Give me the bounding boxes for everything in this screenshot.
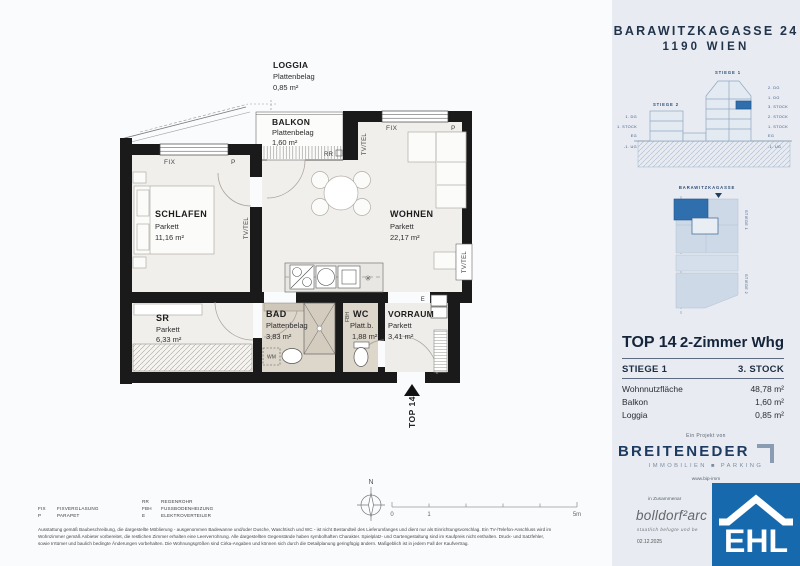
svg-text:TV/TEL: TV/TEL [244, 216, 250, 240]
legend-abbr: FBH [142, 506, 152, 511]
svg-text:WC: WC [353, 309, 369, 319]
ehl-logo-text: EHL [724, 523, 788, 559]
unit-type: 2-Zimmer Whg [679, 334, 784, 351]
legend-abbr: P [38, 513, 42, 518]
svg-text:Plattenbelag: Plattenbelag [273, 72, 315, 81]
cooperation-note: in Zusammenar [648, 497, 682, 502]
wohnen-window [382, 111, 448, 122]
north-compass [357, 479, 385, 521]
area-value: 0,85 m² [755, 410, 784, 420]
svg-text:SCHLAFEN: SCHLAFEN [155, 209, 208, 219]
legend-term: FUSSBODENHEIZUNG [161, 506, 214, 511]
svg-text:0,85 m²: 0,85 m² [273, 83, 299, 92]
svg-text:TV/TEL: TV/TEL [462, 250, 468, 274]
site-stiege2-label: STIEGE 2 [744, 274, 749, 294]
area-label: Loggia [622, 410, 648, 420]
svg-text:1: 1 [427, 512, 431, 518]
svg-text:1. DG: 1. DG [768, 95, 780, 100]
branding-block [612, 0, 800, 566]
kitchen-cooktop [316, 266, 336, 288]
legend-abbr: FIX [38, 506, 46, 511]
breiteneder-website: www.bip-imm [691, 477, 721, 482]
svg-text:Platt.b.: Platt.b. [350, 321, 374, 330]
svg-text:Plattenbelag: Plattenbelag [266, 321, 308, 330]
svg-text:VORRAUM: VORRAUM [388, 309, 435, 319]
svg-text:-1. UG: -1. UG [768, 144, 782, 149]
legend-term: REGENROHR [161, 499, 193, 504]
kitchen [285, 263, 383, 292]
scale-bar [390, 502, 581, 518]
fridge-symbol: ✳ [364, 274, 372, 283]
legend-term: PARAPET [57, 513, 80, 518]
side-table [434, 252, 456, 269]
legend-term: ELEKTROVERTEILER [161, 513, 212, 518]
plan-date: 02.12.2025 [637, 539, 663, 545]
project-note: Ein Projekt von [686, 433, 726, 439]
svg-text:LOGGIA: LOGGIA [273, 60, 309, 70]
svg-text:6,33 m²: 6,33 m² [156, 335, 182, 344]
svg-text:11,16 m²: 11,16 m² [155, 233, 185, 242]
breiteneder-subtitle: IMMOBILIEN ■ PARKING [648, 463, 764, 469]
svg-text:1. STOCK: 1. STOCK [768, 124, 789, 129]
ehl-logo [712, 483, 800, 566]
entrance-arrow [404, 384, 420, 396]
legend-term: FIXVERGLASUNG [57, 506, 99, 511]
e-box-1 [431, 295, 447, 306]
legal-disclaimer [38, 526, 600, 547]
area-value: 48,78 m² [750, 384, 784, 394]
legal-line: Wohnzimmer gemäß Anbieter vorbereitet, die restlichen Zimmer erhalten eine Leerverrohrung. Alle dargestellten Gegenstände haben symbolhaften Charakter. Spielplatz- und Gartengestaltung sind im Kaufpreis nicht enthalten. Druck- und Satzfehler, [38, 534, 545, 539]
breiteneder-bracket-icon [757, 444, 774, 463]
svg-text:Parkett: Parkett [156, 325, 180, 334]
svg-text:TV/TEL: TV/TEL [362, 132, 368, 156]
svg-text:EG: EG [768, 133, 775, 138]
svg-text:SR: SR [156, 313, 170, 323]
loggia-construction-lines [121, 100, 276, 146]
svg-text:-1. UG: -1. UG [623, 144, 637, 149]
svg-text:3. STOCK: 3. STOCK [768, 104, 789, 109]
entrance-top-label: TOP 14 [407, 396, 417, 428]
svg-text:1. STOCK: 1. STOCK [616, 124, 637, 129]
project-address-line2: 1190 WIEN [662, 41, 750, 53]
svg-text:RR: RR [324, 152, 334, 158]
svg-text:EG: EG [630, 133, 637, 138]
svg-text:2. DG: 2. DG [768, 85, 780, 90]
washbasin [282, 349, 302, 364]
svg-text:Plattenbelag: Plattenbelag [272, 128, 314, 137]
legal-line: sowie Irrtümer und baulich bedingte Änderungen vorbehalten. Die Wohnungsgrößen sind Cirka-Angaben und können sich durch die Detailplanung geringfügig ändern. Maßgeblich ist in jedem Fall der Kaufvertrag. [38, 541, 469, 546]
svg-text:BALKON: BALKON [272, 117, 311, 127]
street-label: BARAWITZKAGASSE [678, 185, 736, 190]
area-label: Balkon [622, 397, 648, 407]
svg-text:FIX: FIX [164, 159, 176, 166]
svg-text:BAD: BAD [266, 309, 287, 319]
bed [133, 172, 214, 268]
shower [304, 303, 335, 354]
legend-abbr: E [142, 513, 146, 518]
svg-text:1. DG: 1. DG [625, 114, 637, 119]
unit-number: TOP 14 [622, 334, 677, 351]
area-label: Wohnnutzfläche [622, 384, 683, 394]
toilet [354, 342, 369, 367]
svg-text:0: 0 [390, 512, 394, 518]
svg-text:1,60 m²: 1,60 m² [272, 138, 298, 147]
svg-text:FIX: FIX [386, 125, 398, 132]
kitchen-sink [290, 265, 314, 289]
breiteneder-logo: BREITENEDER [618, 443, 750, 460]
svg-text:3,83 m²: 3,83 m² [266, 332, 292, 341]
legend-abbr: RR [142, 499, 150, 504]
north-label: N [368, 479, 374, 486]
svg-text:FBH: FBH [345, 312, 351, 322]
unit-floor: 3. STOCK [737, 364, 784, 375]
loggia-label [273, 60, 315, 92]
svg-text:WOHNEN: WOHNEN [390, 209, 434, 219]
kitchen-oven [338, 266, 360, 288]
svg-text:Parkett: Parkett [390, 222, 414, 231]
tv-niche [456, 244, 472, 280]
area-value: 1,60 m² [755, 397, 784, 407]
entrance-marker [404, 384, 420, 428]
bolldorf-subtitle: staatlich befugte und be [637, 527, 699, 532]
section-stiege2-label: STIEGE 2 [652, 102, 680, 107]
svg-text:5m: 5m [572, 512, 582, 518]
svg-text:2. STOCK: 2. STOCK [768, 114, 789, 119]
section-stiege1-label: STIEGE 1 [714, 70, 742, 75]
project-address-line1: BARAWITZKAGASSE 24 [613, 24, 799, 38]
svg-text:Parkett: Parkett [388, 321, 412, 330]
svg-text:P: P [231, 159, 236, 166]
site-stiege1-label: STIEGE 1 [744, 210, 749, 230]
svg-text:3,41 m²: 3,41 m² [388, 332, 414, 341]
unit-stiege: STIEGE 1 [622, 364, 668, 375]
svg-text:22,17 m²: 22,17 m² [390, 233, 420, 242]
svg-text:WM: WM [267, 354, 276, 361]
legal-line: Ausstattung gemäß Baubeschreibung, die dargestellte Möblierung - ausgenommen Badewanne und/oder Dusche, Waschtisch und WC - ist nicht Bestandteil des Lieferumfanges und dient nur als Einrichtungsvorschlag. Ein TV-/Telefon-Anschluss wird im [38, 527, 552, 532]
svg-text:P: P [451, 125, 456, 132]
bolldorf-logo: bolldorf²arc [636, 508, 708, 523]
svg-text:Parkett: Parkett [155, 222, 179, 231]
svg-text:1,88 m²: 1,88 m² [352, 332, 378, 341]
svg-text:E: E [420, 297, 425, 303]
schlafen-window [160, 144, 228, 155]
